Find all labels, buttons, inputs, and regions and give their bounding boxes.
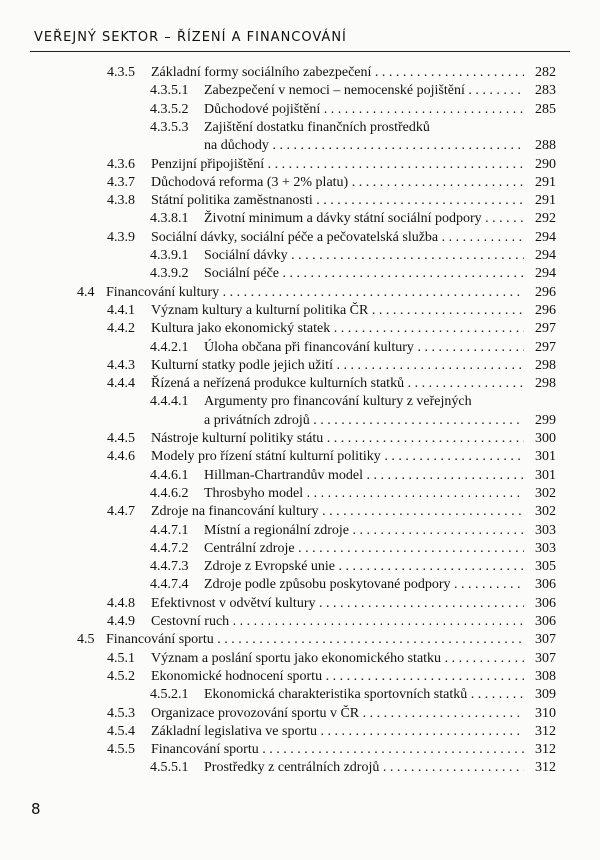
toc-entry: [0, 156, 600, 174]
toc-entry-page: 298: [535, 357, 556, 373]
toc-entry: [0, 613, 600, 631]
toc-entry-number: 4.4.4: [107, 376, 135, 392]
toc-entry-title: Cestovní ruch . . .: [151, 613, 524, 631]
toc-entry-title: Státní politika zaměstnanosti . . .: [151, 192, 524, 210]
toc-entry-number: 4.3.7: [107, 174, 135, 190]
toc-entry-title: Efektivnost v odvětví kultury . . .: [151, 595, 524, 613]
toc-entry-page: 296: [535, 284, 556, 300]
toc-entry-page: 296: [535, 302, 556, 318]
toc-entry: [0, 210, 600, 228]
toc-entry-page: 298: [535, 376, 556, 392]
toc-entry-page: 303: [535, 540, 556, 556]
toc-entry: [0, 558, 600, 576]
toc-entry-number: 4.5.4: [107, 723, 135, 739]
toc-entry-title: Nástroje kulturní politiky státu . . .: [151, 430, 524, 448]
toc-entry-title: Financování sportu . . .: [151, 741, 524, 759]
toc-entry-number: 4.4.9: [107, 614, 135, 629]
toc-entry: [0, 759, 600, 777]
toc-entry-number: 4.4.4.1: [150, 394, 189, 410]
toc-entry-number: 4.4.1: [107, 302, 135, 318]
page-number: 8: [31, 800, 41, 818]
toc-entry-title: Kultura jako ekonomický statek . . .: [151, 320, 524, 338]
toc-entry-title: Throsbyho model . . .: [204, 485, 524, 503]
toc-entry: [0, 375, 600, 393]
toc-entry-page: 307: [535, 650, 556, 666]
toc-entry-title: a privátních zdrojů . . .: [204, 412, 524, 430]
toc-entry: [0, 467, 600, 485]
toc-entry-page: 305: [535, 559, 556, 575]
toc-entry: [0, 686, 600, 704]
toc-entry-number: 4.3.5.2: [150, 101, 189, 117]
toc-entry: [0, 265, 600, 283]
toc-entry: [0, 540, 600, 558]
toc-entry: [0, 320, 600, 338]
toc-entry-title: Ekonomická charakteristika sportovních statků . . .: [204, 686, 524, 704]
toc-entry-title: Sociální dávky, sociální péče a pečovatelská služba . . .: [151, 229, 524, 247]
toc-entry: [0, 174, 600, 192]
toc-entry-title: na důchody . . .: [204, 137, 524, 155]
toc-entry-number: 4.3.6: [107, 156, 135, 172]
toc-entry-number: 4.4.5: [107, 431, 135, 446]
toc-entry-page: 283: [535, 83, 556, 99]
toc-entry-title: Úloha občana při financování kultury . . .: [204, 339, 524, 357]
toc-entry: [0, 595, 600, 613]
toc-entry-title: Životní minimum a dávky státní sociální podpory . . .: [204, 210, 524, 228]
toc-entry-number: 4.5.3: [107, 705, 135, 721]
toc-entry-number: 4.3.9.1: [150, 248, 189, 263]
toc-entry-title: Místní a regionální zdroje . . .: [204, 522, 524, 540]
toc-entry-number: 4.5.5.1: [150, 760, 189, 776]
toc-entry-number: 4.4.7.3: [150, 559, 189, 575]
toc-entry-number: 4.3.8: [107, 193, 135, 209]
toc-entry: [0, 668, 600, 686]
toc-entry-title: Zdroje na financování kultury . . .: [151, 503, 524, 521]
toc-entry-page: 302: [535, 504, 556, 520]
toc-entry-page: 312: [535, 760, 556, 776]
toc-entry-title: Zdroje z Evropské unie . . .: [204, 558, 524, 576]
toc-entry-number: 4.5.2.1: [150, 687, 189, 703]
toc-entry-title: Kulturní statky podle jejich užití . . .: [151, 357, 524, 375]
toc-entry-title: Prostředky z centrálních zdrojů . . .: [204, 759, 524, 777]
toc-entry-number: 4.4.7.1: [150, 522, 189, 538]
toc-entry: [0, 247, 600, 265]
toc-entry: [0, 522, 600, 540]
toc-entry-title: Význam a poslání sportu jako ekonomického statku . . .: [151, 650, 524, 668]
toc-entry-title: Sociální dávky . . .: [204, 247, 524, 265]
toc-entry: [0, 82, 600, 100]
toc-entry-number: 4.3.9: [107, 229, 135, 245]
toc-entry-title: Centrální zdroje . . .: [204, 540, 524, 558]
header-rule: [30, 51, 570, 52]
toc-entry-page: 309: [535, 687, 556, 703]
toc-entry-page: 306: [535, 577, 556, 593]
toc-entry: [0, 485, 600, 503]
toc-entry-page: 310: [535, 705, 556, 721]
toc-entry: [0, 503, 600, 521]
toc-entry-number: 4.4.2.1: [150, 339, 189, 355]
toc-entry-number: 4.5.1: [107, 650, 135, 666]
toc-entry-number: 4.3.8.1: [150, 211, 189, 227]
toc-entry: [0, 64, 600, 82]
toc-entry-page: 291: [535, 193, 556, 209]
toc-entry-page: 285: [535, 101, 556, 117]
toc-entry-number: 4.4.7.4: [150, 577, 189, 593]
toc-entry: [0, 723, 600, 741]
toc-entry: [0, 430, 600, 448]
toc-entry: [0, 119, 600, 137]
toc-entry-number: 4.4.7: [107, 504, 135, 520]
toc-entry-number: 4.4: [77, 284, 95, 300]
toc-entry-title: Základní formy sociálního zabezpečení . . .: [151, 64, 524, 82]
toc-entry-page: 282: [535, 65, 556, 80]
toc-entry-page: 312: [535, 742, 556, 758]
toc-entry-page: 294: [535, 266, 556, 282]
toc-entry: [0, 229, 600, 247]
toc-entry-page: 307: [535, 632, 556, 648]
toc-entry-number: 4.3.5.1: [150, 83, 189, 99]
toc-entry-title: Zajištění dostatku finančních prostředků: [204, 119, 430, 135]
toc-entry-number: 4.4.3: [107, 357, 135, 373]
toc-entry-page: 299: [535, 412, 556, 428]
running-header: VEŘEJNÝ SEKTOR – ŘÍZENÍ A FINANCOVÁNÍ: [34, 30, 347, 45]
toc-entry-page: 294: [535, 229, 556, 245]
toc-entry-number: 4.4.6.2: [150, 485, 189, 501]
toc-entry: [0, 448, 600, 466]
toc-entry-title: Zdroje podle způsobu poskytované podpory . . .: [204, 576, 524, 594]
toc-entry: [0, 192, 600, 210]
toc-entry-title: Důchodová reforma (3 + 2% platu) . . .: [151, 174, 524, 192]
toc-entry-number: 4.5.2: [107, 668, 135, 684]
toc-entry-title: Zabezpečení v nemoci – nemocenské pojištění . . .: [204, 82, 524, 100]
toc-entry: [0, 302, 600, 320]
toc-entry: [0, 705, 600, 723]
toc-entry: [0, 412, 600, 430]
toc-entry-page: 288: [535, 138, 556, 154]
toc-entry-number: 4.4.6: [107, 449, 135, 465]
toc-entry: [0, 101, 600, 119]
toc-entry-title: Penzijní připojištění . . .: [151, 156, 524, 174]
toc-entry: [0, 284, 600, 302]
toc-entry-number: 4.4.6.1: [150, 467, 189, 483]
toc-entry-title: Modely pro řízení státní kulturní politiky . . .: [151, 448, 524, 466]
toc-entry: [0, 650, 600, 668]
toc-entry-title: Sociální péče . . .: [204, 265, 524, 283]
toc-entry-page: 291: [535, 174, 556, 190]
toc-entry-page: 301: [535, 449, 556, 465]
toc-entry-title: Význam kultury a kulturní politika ČR . . .: [151, 302, 524, 320]
toc-entry-title: Ekonomické hodnocení sportu . . .: [151, 668, 524, 686]
toc-entry: [0, 137, 600, 155]
toc-entry-page: 306: [535, 614, 556, 629]
toc-entry-number: 4.3.9.2: [150, 266, 189, 282]
toc-entry: [0, 339, 600, 357]
toc-entry-title: Argumenty pro financování kultury z veřejných: [204, 394, 472, 410]
toc-entry-number: 4.4.7.2: [150, 540, 189, 556]
toc-entry-page: 297: [535, 321, 556, 337]
toc-entry-number: 4.5.5: [107, 742, 135, 758]
toc-entry-page: 301: [535, 467, 556, 483]
toc-entry-page: 308: [535, 668, 556, 684]
toc-entry-number: 4.3.5: [107, 65, 135, 80]
toc-entry-page: 294: [535, 248, 556, 263]
toc-entry-page: 292: [535, 211, 556, 227]
toc-entry-title: Důchodové pojištění . . .: [204, 101, 524, 119]
toc-entry-title: Řízená a neřízená produkce kulturních statků . . .: [151, 375, 524, 393]
toc-entry-title: Organizace provozování sportu v ČR . . .: [151, 705, 524, 723]
toc-entry-title: Hillman-Chartrandův model . . .: [204, 467, 524, 485]
toc-entry-page: 300: [535, 431, 556, 446]
toc-entry: [0, 576, 600, 594]
toc-entry-title: Financování sportu . . .: [106, 631, 524, 649]
toc-entry-title: Základní legislativa ve sportu . . .: [151, 723, 524, 741]
toc-entry-number: 4.4.8: [107, 595, 135, 611]
toc-entry-page: 302: [535, 485, 556, 501]
toc-entry-page: 290: [535, 156, 556, 172]
toc-entry-page: 297: [535, 339, 556, 355]
toc-entry-page: 306: [535, 595, 556, 611]
toc-entry-page: 303: [535, 522, 556, 538]
toc-entry-title: Financování kultury . . .: [106, 284, 524, 302]
toc-entry-number: 4.3.5.3: [150, 119, 189, 135]
toc-entry: [0, 741, 600, 759]
toc-entry-number: 4.5: [77, 632, 95, 648]
toc-entry: [0, 631, 600, 649]
toc-entry: [0, 393, 600, 411]
toc-entry-page: 312: [535, 723, 556, 739]
toc-entry: [0, 357, 600, 375]
toc-entry-number: 4.4.2: [107, 321, 135, 337]
